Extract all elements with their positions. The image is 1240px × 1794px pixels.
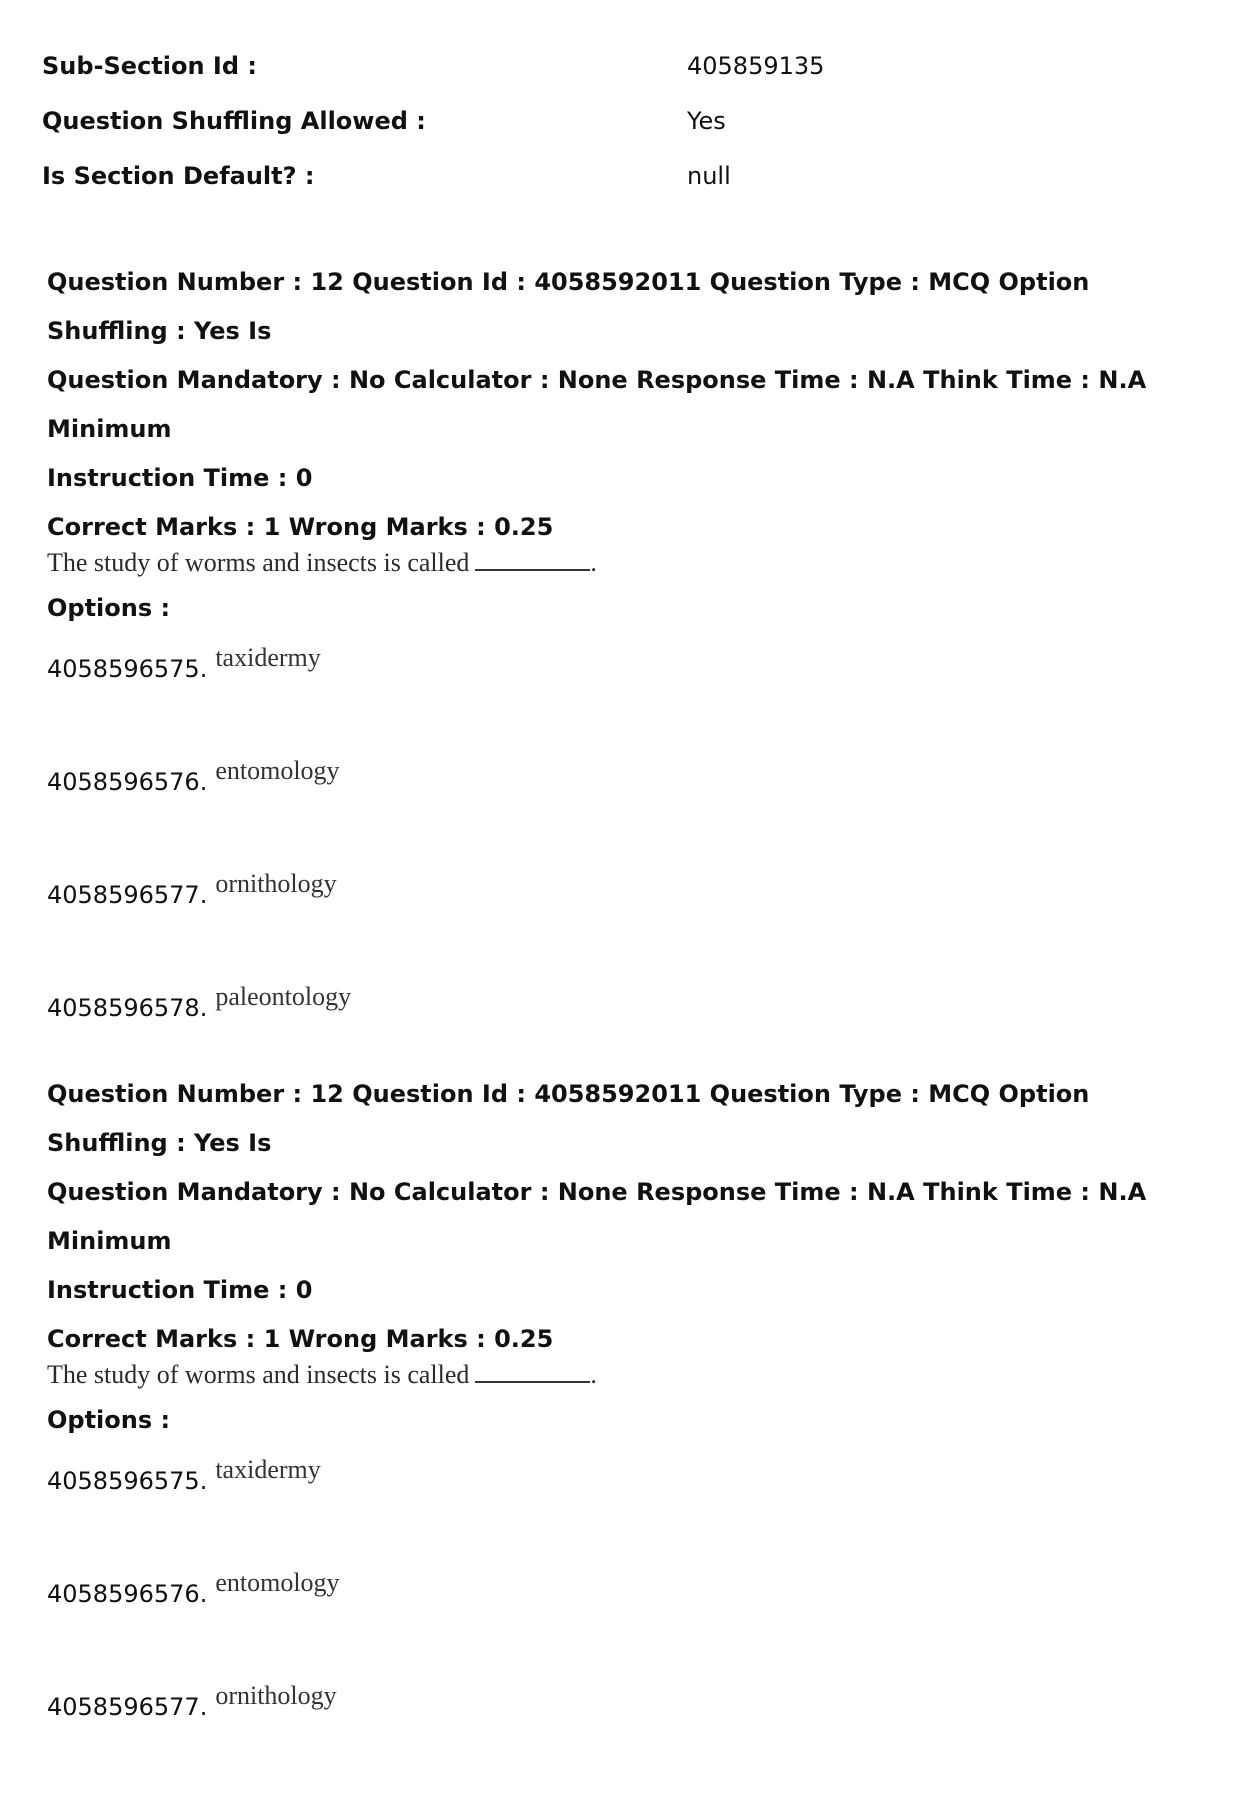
question-header-line: Instruction Time : 0	[47, 1276, 313, 1304]
question-header-line: Question Number : 12 Question Id : 4058592011 Question Type : MCQ Option Shuffling : Yes Is	[47, 1080, 1090, 1157]
option-item	[47, 643, 1207, 756]
option-id: 4058596576.	[47, 768, 208, 796]
question-marks: Correct Marks : 1 Wrong Marks : 0.25	[47, 513, 554, 541]
question-marks: Correct Marks : 1 Wrong Marks : 0.25	[47, 1325, 554, 1353]
meta-value: null	[687, 161, 731, 190]
section-meta-table	[42, 38, 1192, 203]
answer-blank	[475, 1359, 590, 1383]
question-text-end: .	[590, 548, 597, 577]
meta-value: 405859135	[687, 51, 825, 80]
question-text-body: The study of worms and insects is called	[47, 1360, 470, 1389]
option-text: taxidermy	[215, 1455, 321, 1484]
meta-row-question-shuffling	[42, 93, 1192, 148]
question-header-line: Question Mandatory : No Calculator : None Response Time : N.A Think Time : N.A Minimum	[47, 1178, 1147, 1255]
option-item	[47, 869, 1207, 982]
answer-blank	[475, 547, 590, 571]
option-text: entomology	[215, 1568, 340, 1597]
option-id: 4058596575.	[47, 1467, 208, 1495]
question-header-line: Instruction Time : 0	[47, 464, 313, 492]
option-text: entomology	[215, 756, 340, 785]
meta-row-subsection-id	[42, 38, 1192, 93]
question-text-body: The study of worms and insects is called	[47, 548, 470, 577]
question-header-line: Question Number : 12 Question Id : 4058592011 Question Type : MCQ Option Shuffling : Yes Is	[47, 268, 1090, 345]
options-label: Options :	[47, 1406, 171, 1434]
question-text	[47, 546, 1207, 580]
meta-label: Sub-Section Id :	[42, 51, 257, 80]
meta-label: Question Shuffling Allowed :	[42, 106, 426, 135]
option-text: taxidermy	[215, 643, 321, 672]
meta-value: Yes	[687, 106, 726, 135]
question-text-end: .	[590, 1360, 597, 1389]
options-list	[47, 643, 1207, 1095]
option-text: paleontology	[215, 982, 352, 1011]
options-label: Options :	[47, 594, 171, 622]
option-id: 4058596578.	[47, 994, 208, 1022]
meta-row-section-default	[42, 148, 1192, 203]
option-item	[47, 1568, 1207, 1681]
option-id: 4058596575.	[47, 655, 208, 683]
meta-label: Is Section Default? :	[42, 161, 315, 190]
option-item	[47, 1455, 1207, 1568]
option-text: ornithology	[215, 1681, 337, 1710]
option-id: 4058596576.	[47, 1580, 208, 1608]
question-block	[47, 1070, 1207, 1794]
option-id: 4058596577.	[47, 1693, 208, 1721]
option-id: 4058596577.	[47, 881, 208, 909]
question-block	[47, 258, 1207, 1095]
options-list	[47, 1455, 1207, 1794]
option-item	[47, 756, 1207, 869]
option-text: ornithology	[215, 869, 337, 898]
question-header-line: Question Mandatory : No Calculator : None Response Time : N.A Think Time : N.A Minimum	[47, 366, 1147, 443]
option-item	[47, 1681, 1207, 1794]
question-text	[47, 1358, 1207, 1392]
